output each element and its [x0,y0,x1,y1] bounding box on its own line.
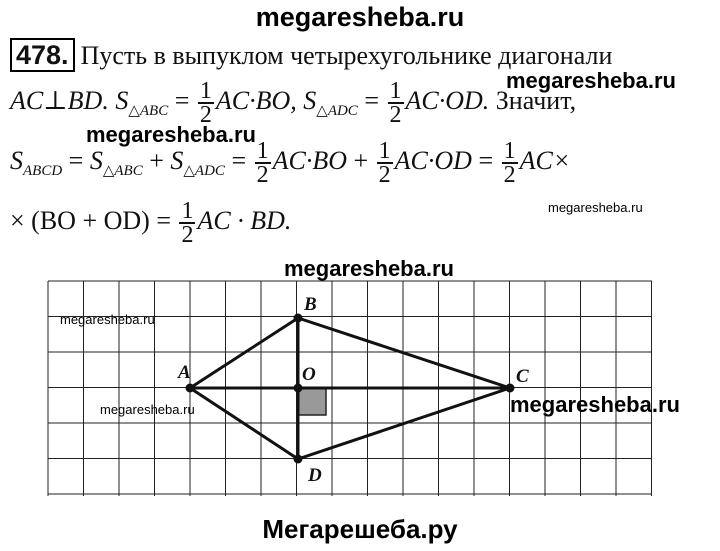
watermark-bottom: Мегарешеба.ру [262,514,458,544]
area-symbol: S [89,145,103,175]
area-symbol: S [115,85,129,115]
fraction-half: $\frac{1}{2}$ [389,78,402,128]
watermark-line4: megaresheba.ru [548,200,643,215]
continuation: × (BO + OD) = [10,205,178,235]
watermark-top: megaresheba.ru [255,2,465,32]
ac-od: AC·OD. [405,85,490,115]
label-c: C [516,366,529,387]
subscript-abc: △ABC [128,103,169,120]
label-o: O [302,364,316,385]
subscript-adc: △ADC [316,103,358,120]
fraction-half: $\frac{1}{2}$ [181,198,194,248]
ac-bd: AC · BD. [197,205,292,235]
subscript-adc: △ADC [183,163,225,180]
watermark-grid-right: megaresheba.ru [510,392,680,417]
equals-sign: = [357,85,386,115]
area-symbol: S [170,145,184,175]
watermark-line3: megaresheba.ru [86,122,256,147]
watermark-line2: megaresheba.ru [506,68,676,93]
equals-sign: = [62,145,90,175]
point-b [294,314,303,323]
area-symbol: S [303,85,317,115]
point-d [294,455,303,464]
plus-sign: + [347,145,375,175]
watermark-grid-top: megaresheba.ru [284,256,454,281]
fraction-half: $\frac{1}{2}$ [199,78,212,128]
ac-bo: AC·BO [272,145,347,175]
ac-od: AC·OD [394,145,472,175]
fraction-half: $\frac{1}{2}$ [256,138,269,188]
fraction-half: $\frac{1}{2}$ [378,138,391,188]
plus-sign: + [142,145,171,175]
fraction-half: $\frac{1}{2}$ [503,138,516,188]
problem-number: 478. [10,38,75,72]
ac-times: AC× [519,145,571,175]
area-symbol: S [10,145,23,175]
watermark-grid-left2: megaresheba.ru [100,402,195,417]
equals-sign: = [471,145,500,175]
znachit-word: Значит, [495,85,577,115]
intro-text: Пусть в выпуклом четырехугольнике диагонали [80,41,613,70]
ac-bo: AC·BO, [215,85,297,115]
equals-sign: = [168,85,196,115]
subscript-abc: △ABC [102,163,143,180]
watermark-grid-left1: megaresheba.ru [60,312,155,327]
label-b: B [304,294,317,315]
kite-outline [190,318,510,459]
perp-statement: AC⊥BD. [10,85,109,115]
subscript-abcd: ABCD [23,163,63,180]
equals-sign: = [224,145,253,175]
point-a [186,384,195,393]
label-d: D [308,465,322,486]
right-angle-mark [298,388,326,415]
label-a: A [178,362,191,383]
